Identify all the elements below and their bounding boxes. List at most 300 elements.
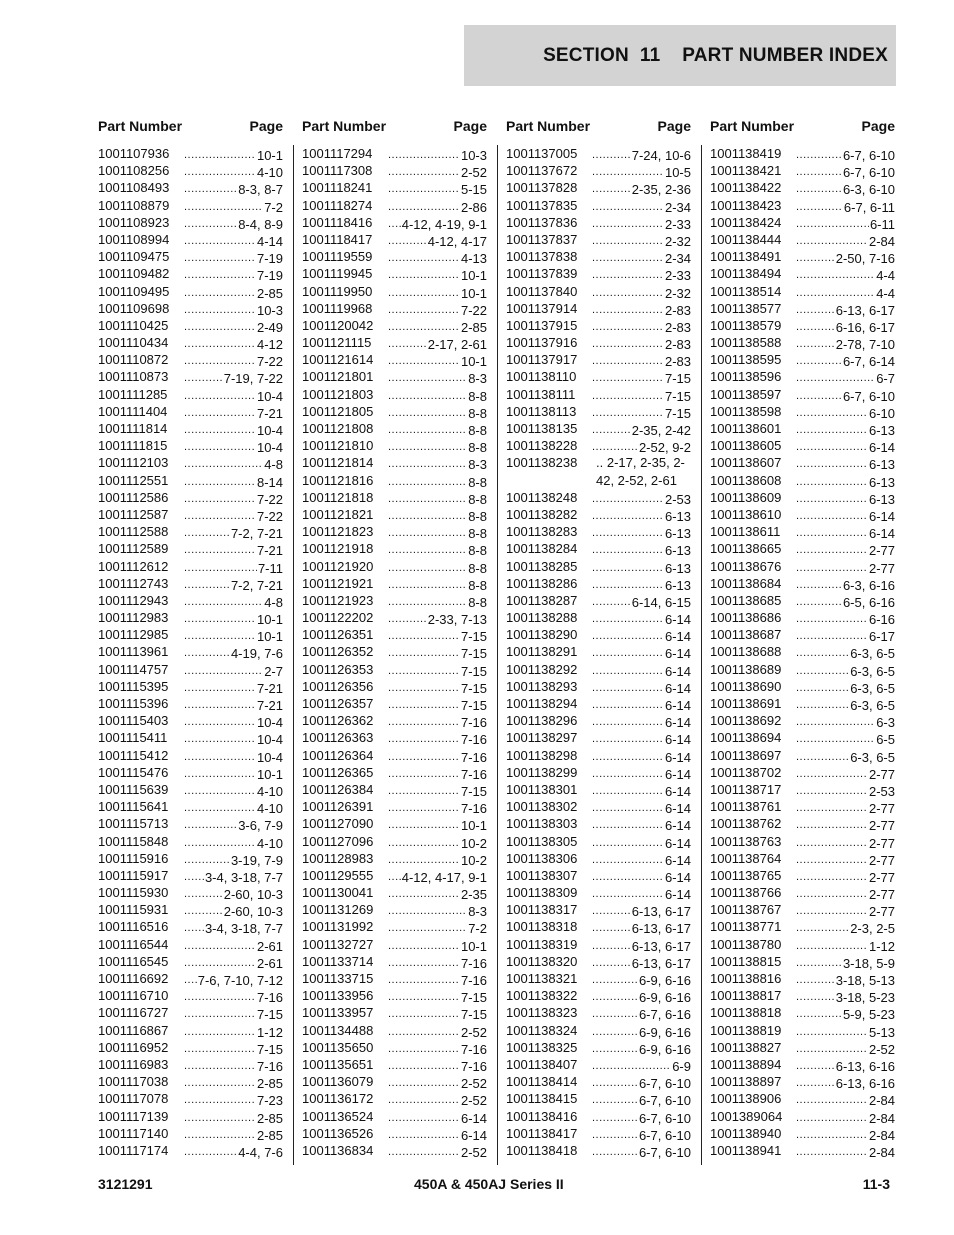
dot-leader	[796, 216, 869, 233]
page-reference-wrap	[388, 749, 487, 766]
index-entry	[302, 781, 487, 798]
page-reference: 10-1	[256, 612, 283, 628]
page-reference-wrap	[388, 955, 487, 972]
index-entry	[710, 472, 895, 489]
page-reference: 6-14	[460, 1110, 487, 1126]
page-reference-wrap	[796, 663, 895, 680]
page-reference-wrap	[388, 474, 487, 491]
dot-leader	[796, 319, 835, 336]
part-number: 1001126384	[302, 781, 374, 797]
part-number: 1001138665	[710, 541, 782, 557]
dot-leader	[388, 749, 460, 766]
dot-leader	[388, 353, 460, 370]
part-number: 1001126364	[302, 747, 374, 763]
page-reference: 6-13	[664, 508, 691, 524]
part-number: 1001111404	[98, 403, 168, 419]
index-entry	[506, 833, 691, 850]
part-number: 1001138238	[506, 455, 578, 471]
page-reference-wrap	[388, 250, 487, 267]
page-reference-wrap	[184, 267, 283, 284]
dot-leader	[388, 577, 467, 594]
dot-leader	[796, 835, 868, 852]
part-number: 1001108994	[98, 231, 170, 247]
index-entry	[98, 368, 283, 385]
index-entry	[506, 540, 691, 557]
dot-leader	[388, 1110, 460, 1127]
index-entry	[506, 936, 691, 953]
dot-leader	[796, 680, 849, 697]
part-number: 1001138596	[710, 369, 782, 385]
part-number: 1001121821	[302, 506, 374, 522]
index-entry	[98, 300, 283, 317]
page-reference-wrap	[184, 319, 283, 336]
page-reference: 7-15	[664, 388, 691, 404]
index-column-3	[506, 118, 691, 1159]
index-entry	[98, 729, 283, 746]
page-reference-wrap	[592, 1006, 691, 1023]
page-reference-wrap	[592, 1144, 691, 1161]
page-reference-wrap	[592, 731, 691, 748]
dot-leader	[184, 525, 230, 542]
dot-leader	[184, 319, 256, 336]
page-reference: 7-22	[256, 508, 283, 524]
page-reference: 6-14	[664, 680, 691, 696]
page-reference-wrap	[388, 199, 487, 216]
page-reference-wrap	[388, 938, 487, 955]
dot-leader	[388, 147, 460, 164]
dot-leader	[592, 955, 631, 972]
page-reference-wrap	[796, 302, 895, 319]
page-reference: 7-15	[664, 371, 691, 387]
page-reference: 7-23	[256, 1093, 283, 1109]
dot-leader	[184, 835, 256, 852]
index-entry	[506, 334, 691, 351]
page-reference-wrap	[184, 542, 283, 559]
page-reference: 1-12	[256, 1024, 283, 1040]
dot-leader	[592, 560, 664, 577]
index-entry	[302, 179, 487, 196]
index-entry	[302, 850, 487, 867]
part-number: 1001109482	[98, 266, 170, 282]
dot-leader	[796, 628, 868, 645]
page-reference-wrap	[592, 766, 691, 783]
page-reference-wrap	[388, 388, 487, 405]
dot-leader	[388, 405, 467, 422]
page-reference: 10-4	[256, 423, 283, 438]
page-reference-wrap	[184, 835, 283, 852]
index-entry	[98, 678, 283, 695]
dot-leader	[796, 800, 868, 817]
page-reference: 6-14	[664, 818, 691, 834]
index-entry	[98, 1004, 283, 1021]
page-reference: 6-7	[876, 371, 895, 387]
dot-leader	[184, 766, 256, 783]
part-number: 1001138291	[506, 644, 578, 660]
page-reference: 6-7, 6-10	[638, 1093, 691, 1109]
page-reference-wrap	[592, 181, 691, 198]
page-reference: 4-13	[460, 251, 487, 267]
page-reference: 6-14	[664, 646, 691, 662]
index-entry	[710, 1073, 895, 1090]
page-reference: 6-14, 6-15	[631, 594, 691, 610]
part-number: 1001138298	[506, 747, 578, 763]
page-reference: 4-12, 4-17	[427, 233, 487, 249]
part-number: 1001138691	[710, 696, 782, 711]
page-reference-wrap	[592, 817, 691, 834]
page-reference: 8-8	[468, 594, 487, 610]
page-reference: 7-21	[256, 680, 283, 696]
dot-leader	[388, 560, 467, 577]
page-reference-wrap	[184, 645, 283, 662]
part-number: 1001138765	[710, 867, 782, 883]
index-entry	[710, 833, 895, 850]
page-reference-wrap	[388, 508, 487, 525]
part-number: 1001137835	[506, 197, 578, 213]
dot-leader	[592, 1127, 638, 1144]
index-entry	[302, 248, 487, 265]
page-reference-wrap	[388, 267, 487, 284]
page-reference-wrap	[388, 233, 487, 250]
dot-leader	[796, 731, 875, 748]
index-entry	[506, 403, 691, 420]
dot-leader	[796, 388, 842, 405]
page-reference: 6-14	[664, 749, 691, 765]
index-entry	[710, 695, 895, 712]
dot-leader	[796, 938, 868, 955]
part-number: 1001138113	[506, 403, 577, 419]
page-reference: 10-1	[460, 285, 487, 301]
page-reference: 2-17, 2-61	[427, 337, 487, 353]
page-reference-wrap	[796, 645, 895, 662]
page-reference: 6-13, 6-17	[631, 938, 691, 954]
document-number: 3121291	[98, 1176, 153, 1192]
part-number: 1001116727	[98, 1005, 169, 1021]
page-reference: 6-17	[868, 629, 895, 645]
dot-leader	[592, 628, 664, 645]
page-reference: 6-13	[664, 560, 691, 576]
dot-leader	[388, 955, 460, 972]
dot-leader	[184, 560, 257, 577]
part-number: 1001133714	[302, 953, 374, 969]
page-reference: 7-15	[256, 1041, 283, 1057]
dot-leader	[796, 955, 842, 972]
dot-leader	[184, 336, 256, 353]
page-reference-wrap	[388, 1075, 487, 1092]
page-reference: 7-15	[460, 990, 487, 1006]
index-entry	[302, 145, 487, 162]
page-reference: 4-10	[256, 835, 283, 851]
page-reference-wrap	[388, 560, 487, 577]
part-number: 1001138306	[506, 850, 578, 866]
page-reference: 7-16	[460, 732, 487, 748]
part-number: 1001138817	[710, 988, 782, 1004]
part-number: 1001112983	[98, 610, 169, 626]
index-entry	[98, 179, 283, 196]
page-reference: 6-9, 6-16	[638, 990, 691, 1006]
page-reference: 7-2, 7-21	[230, 526, 283, 542]
page-reference: 2-52	[460, 165, 487, 181]
page-reference-wrap	[184, 216, 283, 233]
column-header	[98, 118, 283, 145]
dot-leader	[592, 766, 664, 783]
part-number: 1001115395	[98, 678, 169, 694]
page-reference-wrap	[388, 869, 487, 886]
index-entry	[710, 936, 895, 953]
page-reference: 6-13	[868, 423, 895, 438]
page-reference: 7-16	[460, 955, 487, 971]
page-reference: 6-5	[876, 732, 895, 748]
page-reference: 6-14	[664, 835, 691, 851]
page-reference: 6-9, 6-16	[638, 1041, 691, 1057]
index-entry	[506, 1073, 691, 1090]
dot-leader	[184, 852, 230, 869]
page-reference-wrap	[388, 714, 487, 731]
part-number: 1001138686	[710, 610, 782, 626]
dot-leader	[796, 302, 835, 319]
dot-leader	[796, 817, 868, 834]
index-entry	[302, 1073, 487, 1090]
part-number: 1001138248	[506, 489, 578, 505]
page-reference-wrap	[184, 1024, 283, 1041]
dot-leader	[388, 508, 467, 525]
page-reference-wrap	[592, 663, 691, 680]
dot-leader	[184, 181, 237, 198]
page-reference-wrap	[796, 938, 895, 955]
part-number: 1001138287	[506, 592, 578, 608]
page-reference-wrap	[796, 714, 895, 731]
dot-leader	[184, 422, 256, 439]
page-reference: 2-86	[460, 199, 487, 215]
page-reference: 2-85	[256, 1076, 283, 1092]
page-header: Page	[453, 118, 487, 134]
page-reference-wrap	[184, 560, 283, 577]
index-entry	[98, 884, 283, 901]
page-reference-wrap	[388, 491, 487, 508]
part-number: 1001121920	[302, 558, 374, 574]
page-reference: 7-15	[256, 1007, 283, 1023]
index-entry	[710, 781, 895, 798]
index-entry	[506, 884, 691, 901]
page-reference: 7-11	[257, 560, 283, 576]
index-entry	[302, 867, 487, 884]
index-entry	[710, 540, 895, 557]
page-reference: 5-15	[460, 182, 487, 198]
dot-leader	[184, 869, 204, 886]
part-number: 1001138294	[506, 696, 578, 712]
part-number: 1001138417	[506, 1125, 578, 1141]
dot-leader	[796, 852, 868, 869]
page-reference: 3-18, 5-9	[842, 955, 895, 971]
page-reference-wrap	[592, 1024, 691, 1041]
part-number: 1001133715	[302, 971, 374, 986]
dot-leader	[184, 749, 256, 766]
dot-leader	[388, 370, 467, 387]
page-reference: 10-1	[460, 268, 487, 284]
dot-leader	[388, 731, 460, 748]
page-reference: 2-61	[256, 938, 283, 954]
index-entry	[98, 1073, 283, 1090]
dot-leader	[388, 1041, 460, 1058]
dot-leader	[184, 577, 230, 594]
index-entry	[506, 850, 691, 867]
page-reference-wrap	[796, 1110, 895, 1127]
index-entry	[506, 1125, 691, 1142]
index-entry	[506, 1039, 691, 1056]
index-entry	[710, 197, 895, 214]
part-number: 1001138608	[710, 472, 782, 488]
page-reference-wrap	[592, 267, 691, 284]
dot-leader	[388, 302, 460, 319]
dot-leader	[796, 456, 868, 473]
page-reference-wrap	[796, 508, 895, 525]
page-reference: 8-8	[468, 508, 487, 524]
dot-leader	[388, 628, 460, 645]
page-reference: 6-7, 6-11	[843, 199, 895, 215]
part-number: 1001138687	[710, 627, 782, 643]
dot-leader	[184, 972, 197, 989]
dot-leader	[796, 1144, 868, 1161]
index-entry	[98, 575, 283, 592]
part-number: 1001137828	[506, 180, 578, 196]
index-entry	[710, 592, 895, 609]
dot-leader	[592, 1075, 638, 1092]
index-entry	[302, 540, 487, 557]
dot-leader	[184, 1006, 256, 1023]
part-number: 1001133957	[302, 1005, 374, 1021]
part-number: 1001126351	[302, 627, 374, 643]
page-reference-wrap	[592, 164, 691, 181]
dot-leader	[592, 285, 664, 302]
page-reference: 3-4, 3-18, 7-7	[204, 921, 283, 937]
index-entry	[302, 1142, 487, 1159]
dot-leader	[388, 474, 467, 491]
dot-leader	[388, 594, 467, 611]
part-number: 1001111285	[98, 386, 168, 402]
index-entry	[506, 1090, 691, 1107]
part-number: 1001138941	[710, 1142, 782, 1158]
part-number: 1001117038	[98, 1074, 169, 1090]
part-number: 1001138416	[506, 1108, 578, 1124]
part-number: 1001138780	[710, 936, 782, 952]
index-entry	[98, 162, 283, 179]
index-entry	[506, 764, 691, 781]
page-reference-wrap	[796, 474, 895, 491]
page-reference-wrap	[388, 525, 487, 542]
index-entry	[506, 265, 691, 282]
page-reference: 8-8	[468, 560, 487, 576]
part-number: 1001112586	[98, 489, 169, 505]
index-entry	[506, 953, 691, 970]
index-entry	[506, 197, 691, 214]
part-number: 1001138690	[710, 678, 782, 694]
page-reference-wrap	[388, 731, 487, 748]
page-reference: 8-3	[468, 457, 487, 473]
page-reference-wrap	[184, 439, 283, 456]
dot-leader	[592, 938, 631, 955]
part-number: 1001138827	[710, 1039, 782, 1055]
part-number: 1001110425	[98, 317, 169, 333]
page-reference-wrap	[388, 783, 487, 800]
part-number: 1001136524	[302, 1108, 374, 1124]
index-entry	[506, 592, 691, 609]
part-number: 1001119968	[302, 300, 373, 316]
page-reference-wrap	[184, 1092, 283, 1109]
index-entry	[98, 540, 283, 557]
dot-leader	[184, 370, 223, 387]
dot-leader	[796, 1058, 835, 1075]
page-reference-wrap	[592, 835, 691, 852]
page-reference-wrap	[184, 955, 283, 972]
part-number: 1001109698	[98, 300, 170, 316]
dot-leader	[184, 817, 237, 834]
index-entry	[710, 145, 895, 162]
page-reference-wrap	[184, 353, 283, 370]
index-entry	[302, 300, 487, 317]
part-number: 1001138702	[710, 764, 782, 780]
index-entry	[506, 300, 691, 317]
part-number: 1001126352	[302, 644, 374, 660]
page-reference-wrap	[388, 972, 487, 989]
section-title: SECTION 11 PART NUMBER INDEX	[464, 25, 896, 86]
page-reference-wrap	[796, 164, 895, 181]
part-number: 1001138286	[506, 575, 578, 591]
page-reference-wrap	[388, 147, 487, 164]
part-number: 1001121808	[302, 421, 374, 436]
page-reference: 2-52	[868, 1041, 895, 1057]
index-entry	[302, 454, 487, 471]
page-reference: 2-77	[868, 818, 895, 834]
part-number: 1001138605	[710, 438, 782, 454]
part-number: 1001138307	[506, 867, 578, 883]
index-entry	[710, 867, 895, 884]
dot-leader	[184, 388, 256, 405]
dot-leader	[184, 645, 230, 662]
index-entry	[98, 489, 283, 506]
page-reference-wrap	[796, 731, 895, 748]
page-reference-wrap	[388, 628, 487, 645]
page-reference: 2-84	[868, 1093, 895, 1109]
page-reference: 6-5, 6-16	[842, 594, 895, 610]
index-entry	[506, 1022, 691, 1039]
dot-leader	[592, 800, 664, 817]
index-entry	[506, 575, 691, 592]
page-reference: 8-8	[468, 577, 487, 593]
index-entry	[710, 643, 895, 660]
index-entry	[506, 214, 691, 231]
page-reference: 2-35	[460, 887, 487, 903]
dot-leader	[796, 181, 842, 198]
page-reference-wrap	[796, 1127, 895, 1144]
index-entry	[98, 506, 283, 523]
index-entry	[302, 661, 487, 678]
page-reference-wrap	[592, 955, 691, 972]
dot-leader	[388, 869, 401, 886]
index-entry	[710, 815, 895, 832]
dot-leader	[796, 285, 875, 302]
part-number: 1001138301	[506, 781, 578, 797]
page-reference-wrap	[388, 336, 487, 353]
page-reference-wrap	[388, 302, 487, 319]
dot-leader	[184, 989, 256, 1006]
dot-leader	[796, 611, 868, 628]
part-number: 1001117308	[302, 163, 373, 179]
page-reference-wrap	[796, 749, 895, 766]
page-reference: 2-77	[868, 766, 895, 782]
page-reference: 6-13	[868, 491, 895, 507]
index-entry	[98, 936, 283, 953]
index-entry	[506, 747, 691, 764]
page-reference: 6-14	[664, 612, 691, 628]
